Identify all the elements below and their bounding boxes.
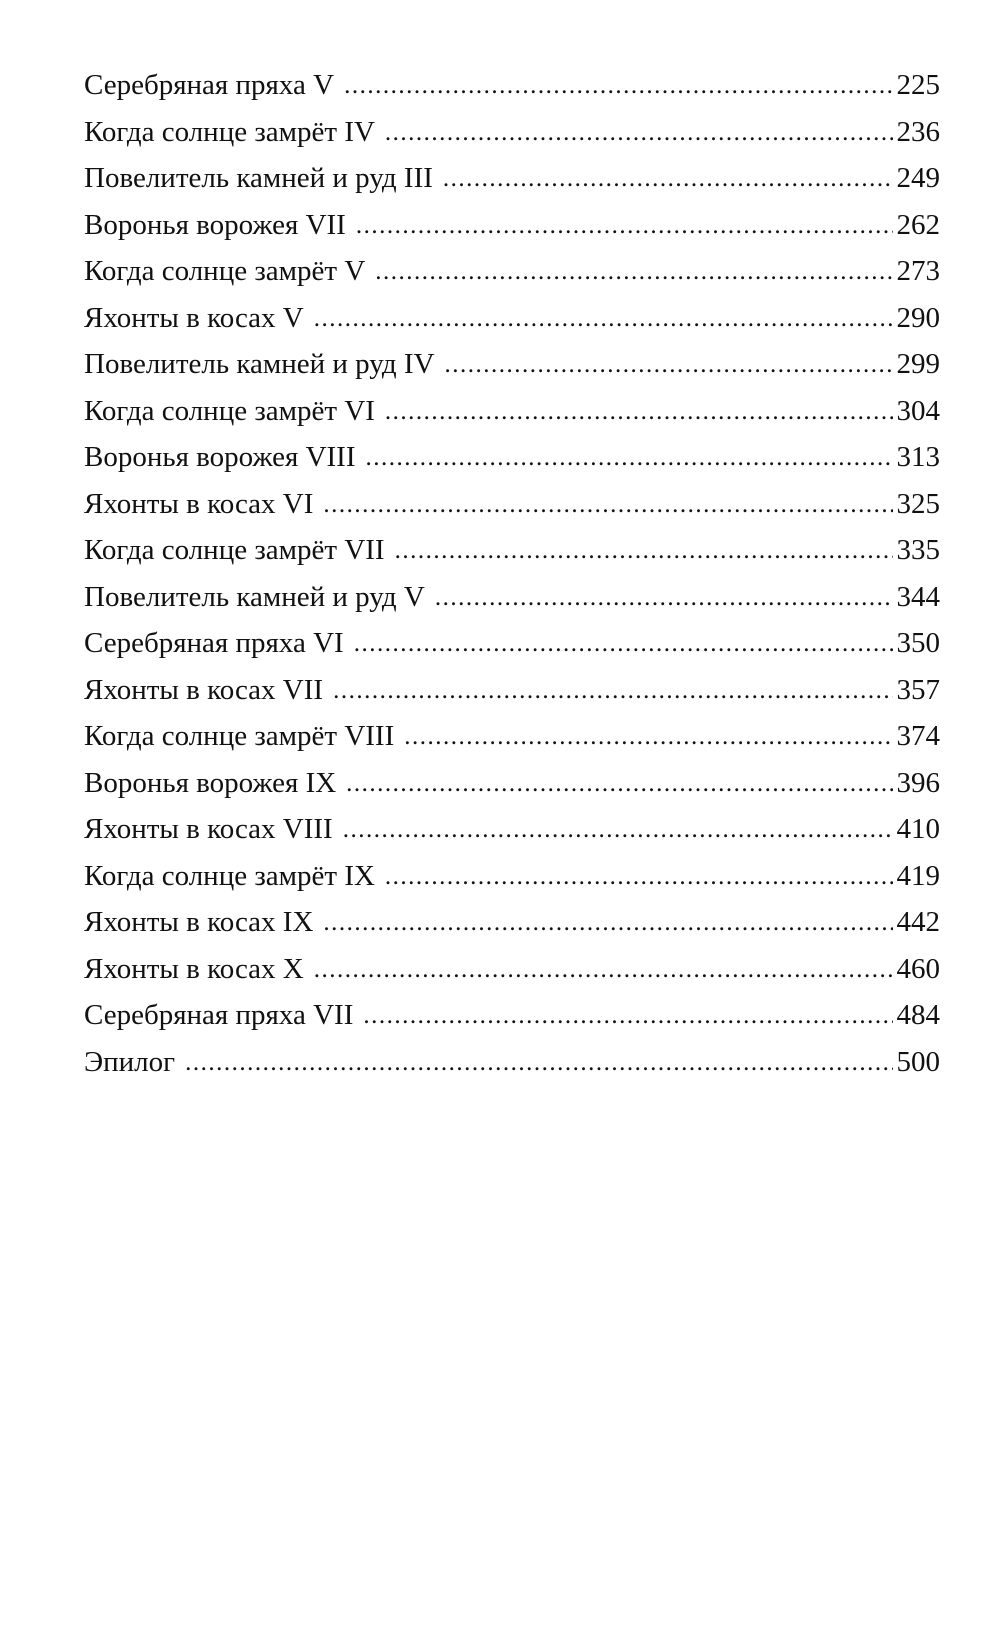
toc-entry-title: Когда солнце замрёт IV — [84, 115, 375, 148]
toc-entry-title: Когда солнце замрёт V — [84, 255, 366, 287]
toc-entry — [84, 248, 940, 295]
toc-dot-leader — [395, 528, 893, 575]
toc-entry-title: Эпилог — [84, 1045, 176, 1078]
toc-dot-leader — [333, 668, 892, 715]
toc-entry-page: 396 — [896, 766, 940, 799]
toc-entry — [84, 1039, 940, 1086]
toc-dot-leader — [445, 342, 893, 389]
toc-entry-page: 273 — [896, 255, 940, 287]
toc-entry-page: 313 — [896, 441, 940, 473]
toc-entry-title: Когда солнце замрёт VI — [84, 394, 375, 427]
toc-entry-page: 236 — [896, 115, 940, 148]
toc-entry-page: 419 — [896, 859, 940, 892]
toc-dot-leader — [323, 482, 892, 529]
toc-entry — [84, 992, 940, 1039]
toc-dot-leader — [323, 900, 892, 947]
toc-entry-page: 304 — [896, 394, 940, 427]
toc-entry-title: Яхонты в косах IX — [84, 906, 314, 938]
toc-dot-leader — [185, 1040, 892, 1087]
toc-entry — [84, 853, 940, 900]
toc-entry — [84, 109, 940, 156]
toc-entry — [84, 341, 940, 388]
toc-entry-page: 442 — [896, 906, 940, 938]
table-of-contents — [84, 62, 940, 1085]
toc-entry-title: Яхонты в косах X — [84, 952, 304, 985]
toc-entry-page: 350 — [896, 627, 940, 659]
toc-entry — [84, 760, 940, 807]
toc-dot-leader — [363, 993, 892, 1040]
toc-entry-title: Когда солнце замрёт VIII — [84, 720, 395, 752]
toc-dot-leader — [344, 63, 892, 110]
toc-entry-title: Воронья ворожея VIII — [84, 441, 356, 473]
toc-entry-title: Серебряная пряха V — [84, 69, 335, 101]
toc-dot-leader — [356, 203, 893, 250]
toc-entry — [84, 155, 940, 202]
toc-dot-leader — [346, 761, 892, 808]
toc-entry-title: Когда солнце замрёт VII — [84, 534, 385, 566]
toc-dot-leader — [385, 854, 893, 901]
toc-entry-title: Серебряная пряха VI — [84, 627, 344, 659]
toc-entry — [84, 946, 940, 993]
toc-entry-page: 357 — [896, 673, 940, 706]
toc-entry — [84, 899, 940, 946]
toc-entry — [84, 62, 940, 109]
toc-entry-title: Повелитель камней и руд III — [84, 162, 433, 194]
toc-entry — [84, 388, 940, 435]
toc-entry-title: Воронья ворожея IX — [84, 766, 337, 799]
toc-dot-leader — [354, 621, 893, 668]
toc-entry — [84, 806, 940, 853]
toc-dot-leader — [314, 296, 893, 343]
toc-dot-leader — [443, 156, 893, 203]
toc-dot-leader — [435, 575, 893, 622]
toc-entry-page: 225 — [896, 69, 940, 101]
toc-entry-title: Серебряная пряха VII — [84, 999, 354, 1031]
toc-entry-title: Яхонты в косах VII — [84, 673, 324, 706]
toc-dot-leader — [385, 110, 893, 157]
toc-dot-leader — [314, 947, 893, 994]
toc-entry-page: 460 — [896, 952, 940, 985]
toc-entry-page: 410 — [896, 813, 940, 845]
toc-dot-leader — [404, 714, 892, 761]
toc-entry — [84, 295, 940, 342]
toc-entry-title: Яхонты в косах VIII — [84, 813, 333, 845]
toc-entry-page: 249 — [896, 162, 940, 194]
toc-entry — [84, 202, 940, 249]
toc-entry-title: Яхонты в косах V — [84, 301, 304, 334]
toc-dot-leader — [365, 435, 892, 482]
toc-entry-title: Воронья ворожея VII — [84, 208, 346, 241]
toc-entry-page: 290 — [896, 301, 940, 334]
toc-entry-page: 299 — [896, 348, 940, 380]
toc-entry-page: 335 — [896, 534, 940, 566]
toc-entry — [84, 667, 940, 714]
toc-entry-page: 262 — [896, 208, 940, 241]
toc-dot-leader — [343, 807, 893, 854]
toc-entry-page: 374 — [896, 720, 940, 752]
toc-entry-page: 500 — [896, 1045, 940, 1078]
toc-entry — [84, 713, 940, 760]
toc-entry-page: 325 — [896, 487, 940, 520]
toc-dot-leader — [375, 249, 892, 296]
toc-entry — [84, 574, 940, 621]
toc-entry — [84, 434, 940, 481]
toc-entry — [84, 620, 940, 667]
toc-entry-title: Когда солнце замрёт IX — [84, 859, 375, 892]
toc-entry-page: 344 — [896, 580, 940, 613]
toc-entry-page: 484 — [896, 999, 940, 1031]
toc-entry — [84, 481, 940, 528]
toc-dot-leader — [385, 389, 893, 436]
toc-entry-title: Повелитель камней и руд IV — [84, 348, 435, 380]
toc-entry-title: Повелитель камней и руд V — [84, 580, 425, 613]
toc-entry-title: Яхонты в косах VI — [84, 487, 314, 520]
toc-entry — [84, 527, 940, 574]
